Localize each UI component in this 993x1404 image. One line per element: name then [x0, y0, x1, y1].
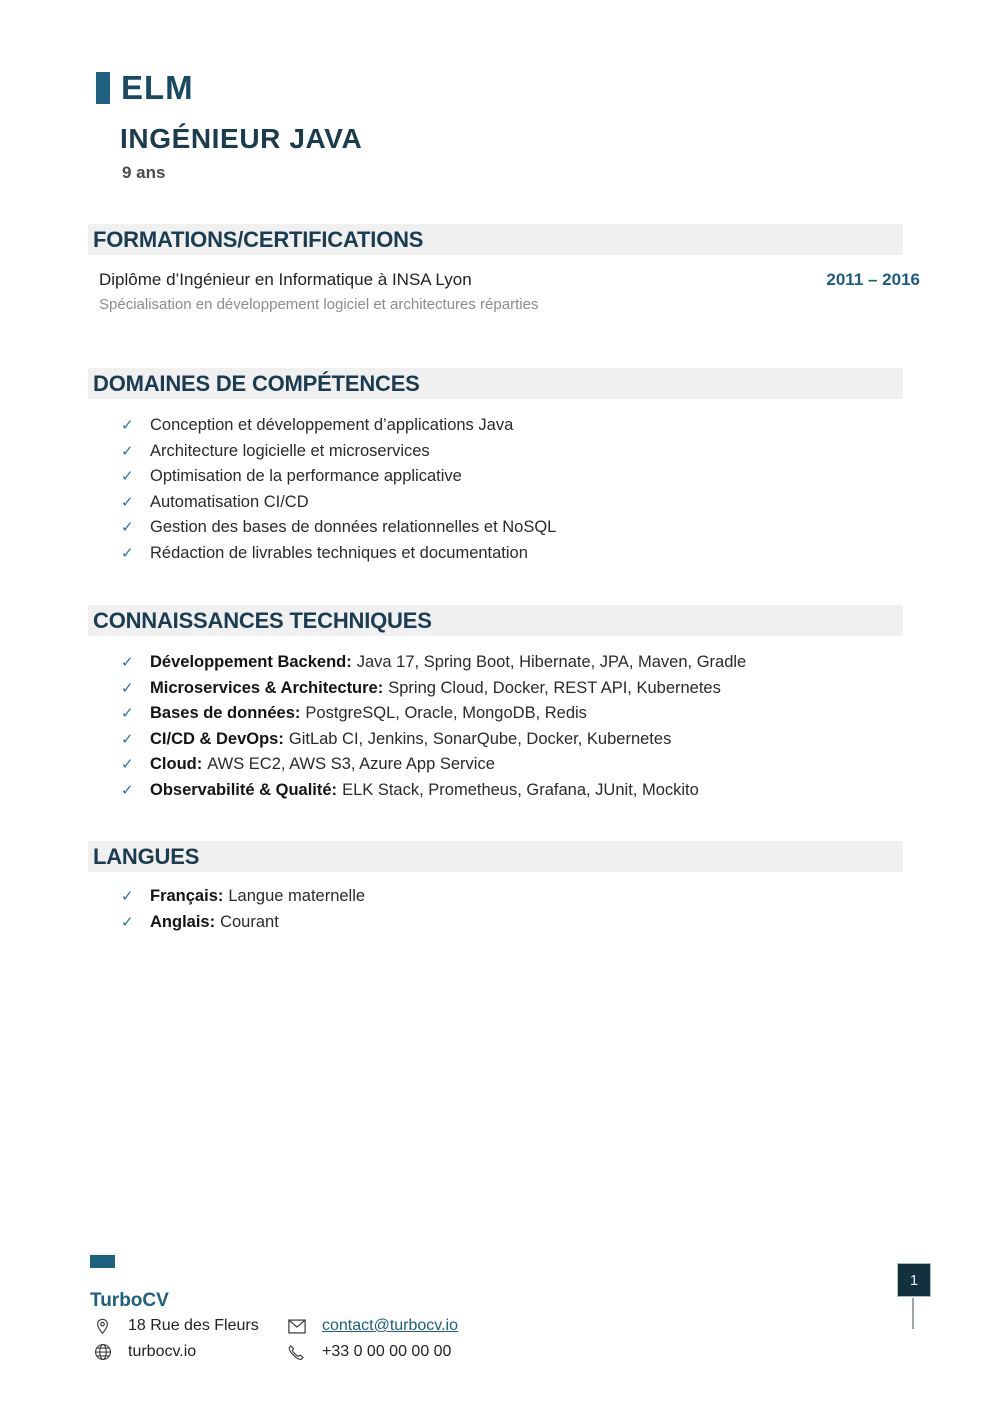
envelope-icon: [288, 1319, 322, 1334]
degree-name: Diplôme d’Ingénieur en Informatique à INSA Lyon: [99, 270, 472, 289]
footer-brand: TurboCV: [90, 1290, 169, 1311]
domaines-list: [88, 413, 903, 567]
section-connaissances: [88, 605, 903, 804]
list-item-text: [150, 910, 279, 935]
candidate-name: ELM: [121, 69, 194, 106]
list-item: [121, 650, 903, 676]
degree-specialization: Spécialisation en développement logiciel et architectures réparties: [99, 296, 539, 313]
name-accent-bar: [96, 72, 110, 104]
list-item-text: [150, 650, 746, 675]
location-pin-icon: [94, 1318, 128, 1335]
list-item: [121, 413, 903, 439]
section-langues: [88, 841, 903, 935]
list-item: [121, 752, 903, 778]
experience-years: 9 ans: [122, 163, 166, 182]
footer-phone: +33 0 00 00 00 00: [322, 1343, 452, 1360]
list-item-text: [150, 727, 671, 752]
check-icon: ✓: [121, 756, 134, 774]
list-item: [121, 778, 903, 804]
degree-period: 2011 – 2016: [826, 270, 920, 289]
section-title-langues: LANGUES: [88, 841, 903, 872]
list-item-text: [150, 676, 721, 701]
check-icon: ✓: [121, 913, 134, 931]
footer-email-link[interactable]: contact@turbocv.io: [322, 1317, 459, 1334]
check-icon: ✓: [121, 679, 134, 697]
skill-values: PostgreSQL, Oracle, MongoDB, Redis: [305, 704, 587, 723]
phone-icon: [288, 1344, 322, 1361]
skill-category: Bases de données:: [150, 704, 301, 723]
list-item: [121, 541, 903, 567]
skill-values: ELK Stack, Prometheus, Grafana, JUnit, Mockito: [342, 780, 699, 799]
skill-values: AWS EC2, AWS S3, Azure App Service: [207, 755, 495, 774]
check-icon: ✓: [121, 730, 134, 748]
list-item-text: [150, 778, 699, 803]
list-item: [121, 910, 903, 936]
page-number-badge: 1: [897, 1263, 931, 1297]
skill-category: CI/CD & DevOps:: [150, 729, 284, 748]
list-item-text: Conception et développement d’applications Java: [150, 416, 514, 434]
list-item: [121, 464, 903, 490]
check-icon: ✓: [121, 705, 134, 723]
check-icon: ✓: [121, 888, 134, 905]
list-item: [121, 676, 903, 702]
language-level: Langue maternelle: [228, 887, 366, 905]
skill-category: Observabilité & Qualité:: [150, 780, 338, 799]
list-item-text: Gestion des bases de données relationnelles et NoSQL: [150, 518, 557, 537]
list-item-text: [150, 701, 587, 726]
connaissances-list: [88, 650, 903, 804]
check-icon: ✓: [121, 519, 134, 537]
language-name: Français:: [150, 887, 224, 905]
footer-contact: [94, 1317, 458, 1361]
skill-category: Cloud:: [150, 755, 203, 774]
list-item: [121, 884, 903, 910]
list-item: [121, 490, 903, 516]
section-formations: [88, 224, 920, 313]
footer-accent-mark: [90, 1255, 115, 1268]
check-icon: ✓: [121, 493, 134, 511]
list-item-text: [150, 752, 495, 777]
skill-values: Java 17, Spring Boot, Hibernate, JPA, Maven, Gradle: [356, 653, 747, 671]
skill-values: GitLab CI, Jenkins, SonarQube, Docker, Kubernetes: [288, 729, 672, 748]
list-item: [121, 439, 903, 465]
list-item: [121, 515, 903, 541]
globe-icon: [94, 1343, 128, 1361]
section-title-connaissances: CONNAISSANCES TECHNIQUES: [88, 605, 903, 636]
check-icon: ✓: [121, 442, 134, 460]
footer-website: turbocv.io: [128, 1343, 197, 1360]
footer-address: 18 Rue des Fleurs: [128, 1317, 259, 1334]
skill-category: Microservices & Architecture:: [150, 678, 384, 697]
section-domaines: [88, 368, 903, 567]
section-title-domaines: DOMAINES DE COMPÉTENCES: [88, 368, 903, 399]
check-icon: ✓: [121, 544, 134, 562]
degree-row: [99, 270, 920, 290]
list-item: [121, 701, 903, 727]
list-item-text: Automatisation CI/CD: [150, 492, 309, 511]
skill-category: Développement Backend:: [150, 653, 352, 671]
list-item-text: Architecture logicielle et microservices: [150, 441, 430, 460]
section-title-formations: FORMATIONS/CERTIFICATIONS: [88, 224, 903, 255]
check-icon: ✓: [121, 654, 134, 671]
candidate-title: INGÉNIEUR JAVA: [120, 123, 363, 154]
check-icon: ✓: [121, 417, 134, 434]
list-item: [121, 727, 903, 753]
page-marker-line: [912, 1298, 914, 1329]
list-item-text: Optimisation de la performance applicative: [150, 467, 462, 486]
list-item-text: [150, 884, 365, 909]
language-name: Anglais:: [150, 912, 216, 931]
skill-values: Spring Cloud, Docker, REST API, Kubernetes: [388, 678, 721, 697]
language-level: Courant: [220, 912, 279, 931]
check-icon: ✓: [121, 781, 134, 799]
header-name-row: [96, 70, 194, 106]
check-icon: ✓: [121, 468, 134, 486]
list-item-text: Rédaction de livrables techniques et documentation: [150, 543, 528, 562]
langues-list: [88, 884, 903, 935]
